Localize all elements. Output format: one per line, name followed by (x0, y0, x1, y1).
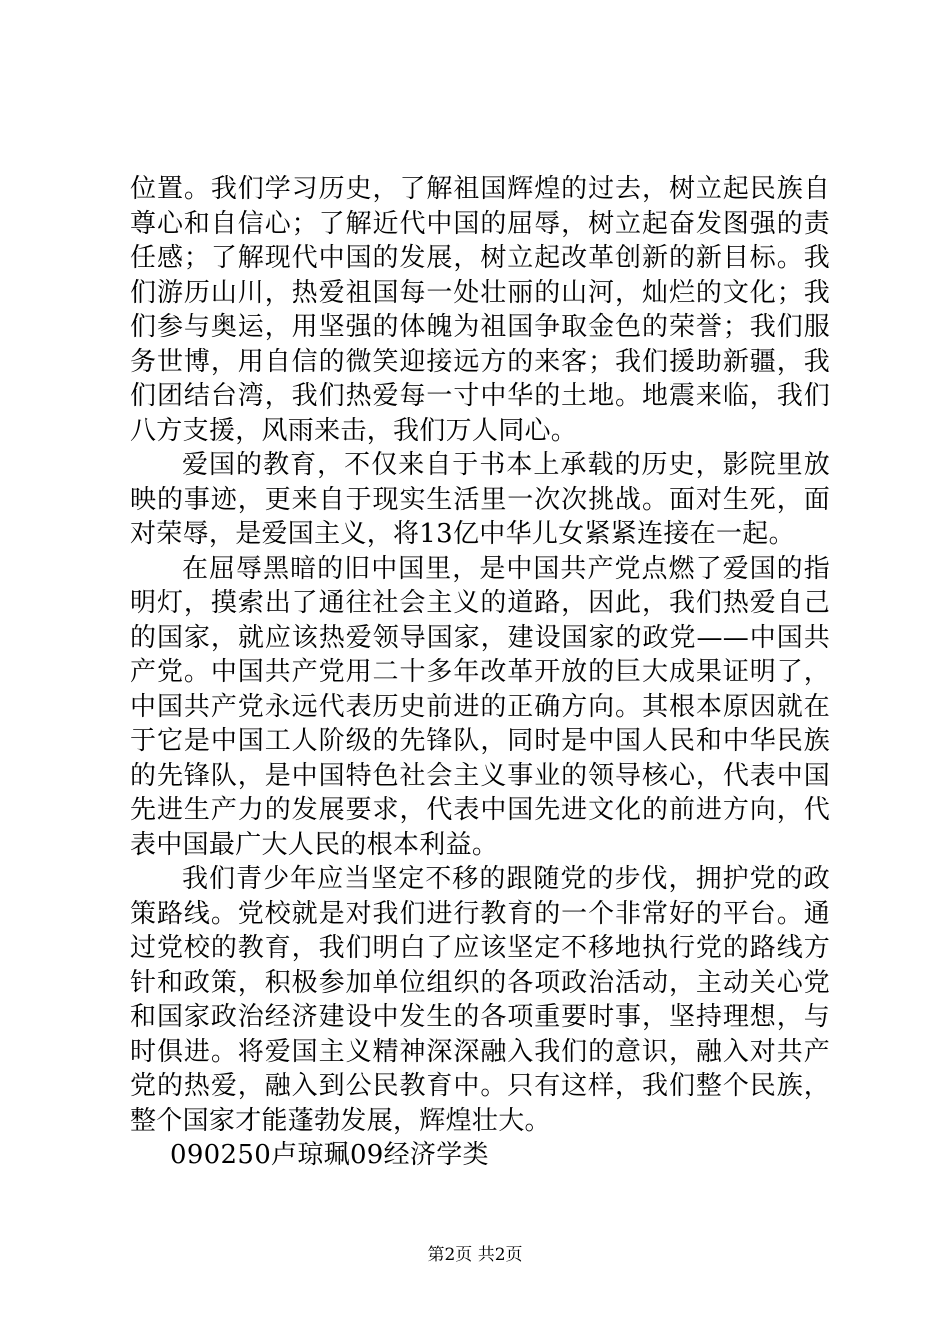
document-body (130, 172, 830, 1173)
page-number-label: 第2页 共2页 (427, 1245, 523, 1265)
author-signature: 090250卢琼珮09经济学类 (170, 1140, 489, 1170)
paragraph-youth-commitment: 我们青少年应当坚定不移的跟随党的步伐，拥护党的政策路线。党校就是对我们进行教育的一个非常好的平台。通过党校的教育，我们明白了应该坚定不移地执行党的路线方针和政策，积极参加单位组织的各项政治活动，主动关心党和国家政治经济建设中发生的各项重要时事，坚持理想，与时俱进。将爱国主义精神深深融入我们的意识，融入对共产党的热爱，融入到公民教育中。只有这样，我们整个民族，整个国家才能蓬勃发展，辉煌壮大。 (130, 864, 830, 1136)
paragraph-communist-party: 在屈辱黑暗的旧中国里，是中国共产党点燃了爱国的指明灯，摸索出了通往社会主义的道路，因此，我们热爱自己的国家，就应该热爱领导国家，建设国家的政党——中国共产党。中国共产党用二十多年改革开放的巨大成果证明了，中国共产党永远代表历史前进的正确方向。其根本原因就在于它是中国工人阶级的先锋队，同时是中国人民和中华民族的先锋队，是中国特色社会主义事业的领导核心，代表中国先进生产力的发展要求，代表中国先进文化的前进方向，代表中国最广大人民的根本利益。 (130, 553, 830, 860)
paragraph-patriotic-education: 爱国的教育，不仅来自于书本上承载的历史，影院里放映的事迹，更来自于现实生活里一次次挑战。面对生死，面对荣辱，是爱国主义，将13亿中华儿女紧紧连接在一起。 (130, 450, 830, 549)
paragraph-continuation: 位置。我们学习历史，了解祖国辉煌的过去，树立起民族自尊心和自信心；了解近代中国的屈辱，树立起奋发图强的责任感；了解现代中国的发展，树立起改革创新的新目标。我们游历山川，热爱祖国每一处壮丽的山河，灿烂的文化；我们参与奥运，用坚强的体魄为祖国争取金色的荣誉；我们服务世博，用自信的微笑迎接远方的来客；我们援助新疆，我们团结台湾，我们热爱每一寸中华的土地。地震来临，我们八方支援，风雨来击，我们万人同心。 (130, 174, 830, 446)
page-footer (0, 1244, 950, 1266)
